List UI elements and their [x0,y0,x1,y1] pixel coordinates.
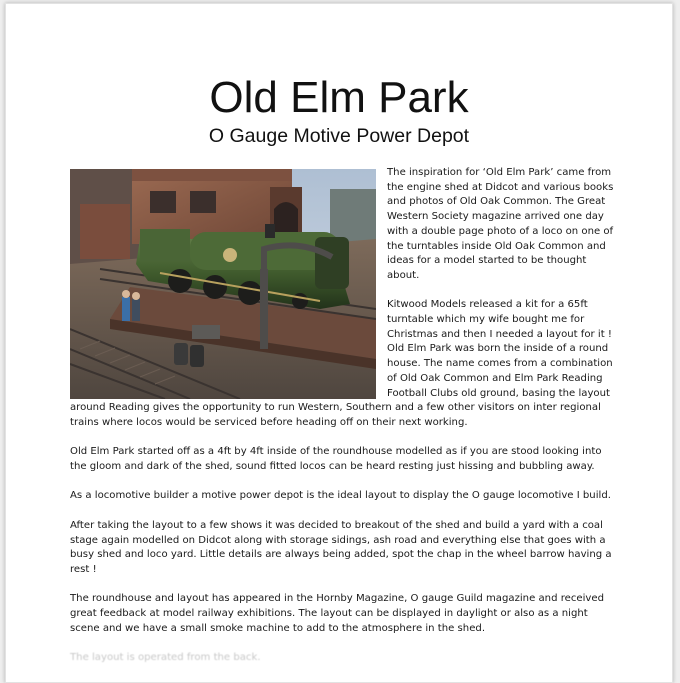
article-body [70,166,618,681]
locomotive-shed-photo [70,169,376,399]
paragraph-locomotive-builder: As a locomotive builder a motive power depot is the ideal layout to display the O gauge locomotive I build. [70,490,611,502]
page-subtitle: O Gauge Motive Power Depot [208,125,470,147]
paragraph-inspiration: The inspiration for ‘Old Elm Park’ came from the engine shed at Didcot and various books and photos of Old Oak Common. The Great Western Society magazine arrived one day with a double page photo of a loco on one of the turntables inside Old Oak Common and ideas for a model started to be thought about. [387,167,614,281]
page-title: Old Elm Park [209,73,469,122]
paragraph-kitwood-models: Kitwood Models released a kit for a 65ft turntable which my wife bought me for Christmas and then I needed a layout for it ! Old Elm Park was born the inside of a round house. The name comes from a combination of Old Oak Common and Elm Park Reading Football Clubs old ground, basing the layout around Reading gives the opportunity to run Western, Southern and a few other visitors on inter regional trains where locos would be serviced before heading off on their next working. [70,299,613,428]
document-page [5,3,673,683]
paragraph-roundhouse: Old Elm Park started off as a 4ft by 4ft inside of the roundhouse modelled as if you are stood looking into the gloom and dark of the shed, sound fitted locos can be heard resting just hissing and bubbling away. [70,446,602,473]
paragraph-magazines: The roundhouse and layout has appeared in the Hornby Magazine, O gauge Guild magazine and received great feedback at model railway exhibitions. The layout can be displayed in daylight or also as a night scene and we have a small smoke machine to add to the atmosphere in the shed. [70,593,604,634]
paragraph-shows: After taking the layout to a few shows it was decided to breakout of the shed and build a yard with a coal stage again modelled on Didcot along with storage sidings, ash road and everything else that goes with a busy shed and loco yard. Little details are always being added, spot the chap in the wheel barrow having a rest ! [70,519,612,575]
paragraph-operation: The layout is operated from the back. [70,652,261,664]
